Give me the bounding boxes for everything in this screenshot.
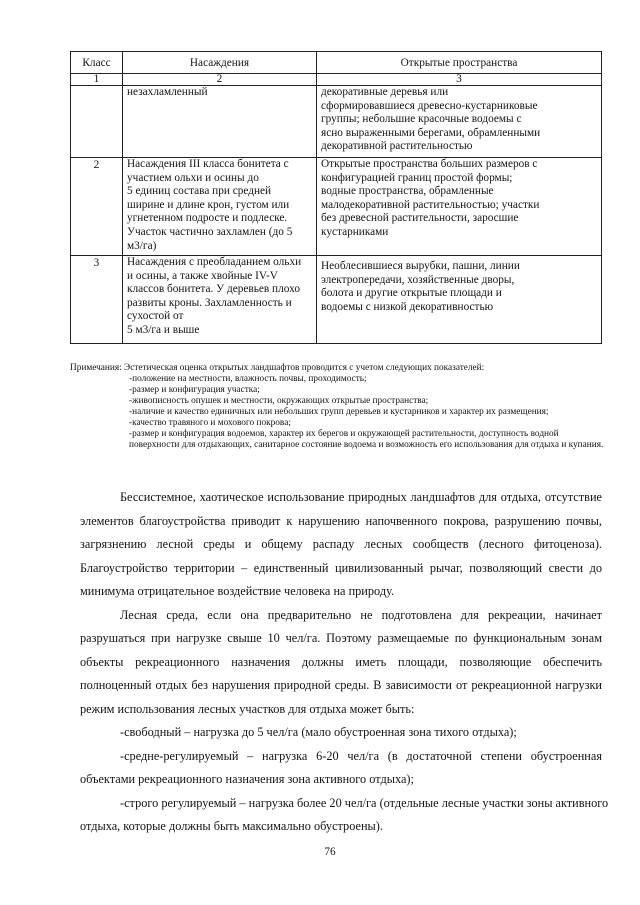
row-class-cell: 2 xyxy=(71,158,123,256)
table-notes xyxy=(70,363,610,451)
header-open-spaces: Открытые пространства xyxy=(317,52,602,74)
table-row xyxy=(71,158,602,256)
body-text xyxy=(80,486,609,839)
notes-title: Примечания: Эстетическая оценка открытых ландшафтов проводится с учетом следующих показателей: xyxy=(70,363,485,373)
text-line: болота и другие открытые площади и xyxy=(321,287,502,300)
note-item: -размер и конфигурация участка; xyxy=(129,385,260,395)
text-line: полноценный отдых без нарушения природной среды. В зависимости от рекреационной нагрузки xyxy=(80,678,602,692)
text-line: Насаждения с преобладанием ольхи xyxy=(127,256,302,268)
text-line: Необлесившиеся вырубки, пашни, линии xyxy=(321,260,520,272)
table-header-row xyxy=(71,52,602,74)
text-line: Открытые пространства больших размеров с xyxy=(321,158,538,170)
text-line: классов бонитета. У деревьев плохо xyxy=(127,283,300,296)
table-row xyxy=(71,256,602,344)
assessment-table xyxy=(70,51,602,344)
note-item: -размер и конфигурация водоемов, характер их берегов и окружающей растительности, доступность водной поверхности для отдыхающих, санитарное состояние водоема и возможность его использования для отдыха и купания. xyxy=(129,429,604,450)
text-line: декоративной растительностью xyxy=(321,140,473,153)
text-line: -строго регулируемый – нагрузка более 20 чел/га (отдельные лесные участки зоны активного xyxy=(120,795,609,810)
text-line: малодекоративной растительностью; участки xyxy=(321,198,540,211)
text-line: Благоустройство территории – единственный цивилизованный рычаг, позволяющий свести до xyxy=(80,560,602,575)
note-item: -качество травяного и мохового покрова; xyxy=(129,418,291,428)
text-line: сухостой от xyxy=(127,310,184,323)
text-line: минимума отрицательное воздействие человека на природу. xyxy=(80,584,395,598)
text-line: группы; небольшие красочные водоемы с xyxy=(321,113,522,126)
text-line: ширине и длине крон, густом или xyxy=(127,198,290,211)
text-line: ясно выраженными берегами, обрамленными xyxy=(321,126,541,139)
column-number-1: 1 xyxy=(71,74,123,86)
text-line: без древесной растительности, заросшие xyxy=(321,212,519,225)
text-line: водоемы с низкой декоративностью xyxy=(321,300,494,313)
text-line: Участок частично захламлен (до 5 xyxy=(127,225,293,238)
header-plantings: Насаждения xyxy=(123,52,317,74)
text-line: Бессистемное, хаотическое использование природных ландшафтов для отдыха, отсутствие xyxy=(120,490,602,504)
text-line: развиты кроны. Захламленность и xyxy=(127,296,292,309)
row-plantings-cell xyxy=(123,256,317,344)
note-item: -живописность опушек и местности, окружающих открытые пространства; xyxy=(129,396,429,406)
row-class-cell: 3 xyxy=(71,256,123,344)
text-line: Насаждения III класса бонитета с xyxy=(127,158,289,170)
text-line: конфигурацией границ простой формы; xyxy=(321,171,513,184)
text-line: угнетенном подросте и подлеске. xyxy=(127,212,288,225)
text-line: кустарниками xyxy=(321,225,389,238)
table-column-numbers-row xyxy=(71,74,602,86)
text-line: объекты рекреационного назначения должны иметь площади, позволяющие обеспечить xyxy=(80,654,602,669)
paragraph xyxy=(80,745,602,792)
row-open-spaces-cell xyxy=(317,256,602,344)
row-open-spaces-cell xyxy=(317,86,602,158)
text-line: загрязнению лесной среды и общему распаду лесных сообществ (лесного фитоценоза). xyxy=(80,537,602,551)
text-line: участием ольхи и осины до xyxy=(127,171,259,184)
text-line: незахламленный xyxy=(127,86,208,98)
text-line: электропередачи, хозяйственные дворы, xyxy=(321,273,515,286)
paragraph xyxy=(80,486,602,604)
paragraph xyxy=(80,792,609,839)
text-line: 5 единиц состава при средней xyxy=(127,185,272,198)
text-line: сформировавшиеся древесно-кустарниковые xyxy=(321,99,538,112)
page-number: 76 xyxy=(324,846,336,858)
text-line: декоративные деревья или xyxy=(321,86,449,98)
row-class-cell xyxy=(71,86,123,158)
text-line: элементов благоустройства приводит к нарушению напочвенного покрова, разрушению почвы, xyxy=(80,513,602,528)
text-line: 5 м3/га и выше xyxy=(127,323,200,336)
row-plantings-cell xyxy=(123,158,317,256)
text-line: -свободный – нагрузка до 5 чел/га (мало обустроенная зона тихого отдыха); xyxy=(120,725,517,739)
note-item: -наличие и качество единичных или небольших групп деревьев и кустарников и характер их размещения; xyxy=(129,407,549,417)
text-line: м3/га) xyxy=(127,239,157,252)
text-line: Лесная среда, если она предварительно не подготовлена для рекреации, начинает xyxy=(120,607,602,622)
table-row xyxy=(71,86,602,158)
paragraph xyxy=(80,721,602,745)
header-class: Класс xyxy=(71,52,123,74)
text-line: объектами рекреационного назначения зона активного отдыха); xyxy=(80,772,414,786)
row-open-spaces-cell xyxy=(317,158,602,256)
text-line: -средне-регулируемый – нагрузка 6-20 чел/га (в достаточной степени обустроенная xyxy=(120,748,602,763)
paragraph xyxy=(80,604,602,722)
text-line: отдыха, которые должны быть максимально обустроены). xyxy=(80,819,383,833)
column-number-3: 3 xyxy=(317,74,602,86)
text-line: и осины, а также хвойные IV-V xyxy=(127,269,278,282)
column-number-2: 2 xyxy=(123,74,317,86)
row-plantings-cell xyxy=(123,86,317,158)
text-line: режим использования лесных участков для отдыха может быть: xyxy=(80,701,415,716)
note-item: -положение на местности, влажность почвы, проходимость; xyxy=(129,374,367,384)
text-line: водные пространства, обрамленные xyxy=(321,185,494,198)
text-line: разрушаться при нагрузке свыше 10 чел/га. Поэтому размещаемые по функциональным зонам xyxy=(80,631,602,645)
